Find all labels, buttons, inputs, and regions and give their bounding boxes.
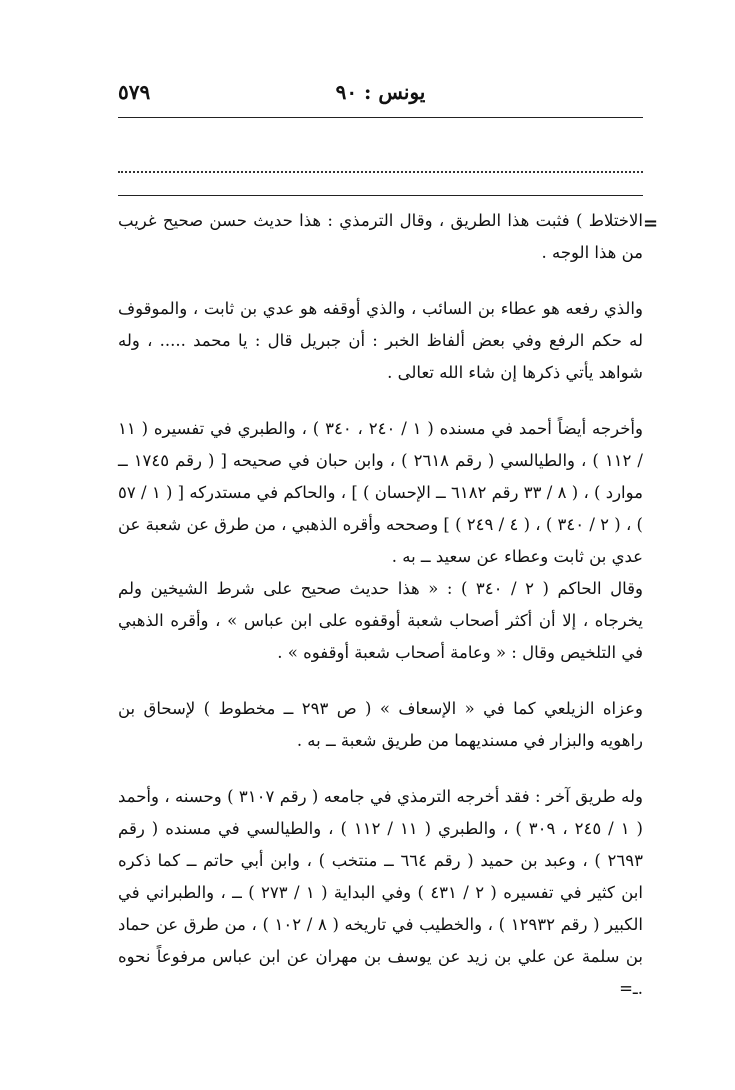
footnote-separator [118,195,643,196]
paragraph: وله طريق آخر : فقد أخرجه الترمذي في جامعه ( رقم ٣١٠٧ ) وحسنه ، وأحمد ( ١ / ٢٤٥ ، ٣٠٩ ) ، والطبري ( ١١ / ١١٢ ) ، والطيالسي في مسنده ( رقم ٢٦٩٣ ) ، وعبد بن حميد ( رقم ٦٦٤ ــ منتخب ) ، وابن أبي حاتم ــ كما ذكره ابن كثير في تفسيره ( ٢ / ٤٣١ ) وفي البداية ( ١ / ٢٧٣ ) ــ ، والطبراني في الكبير ( رقم ١٢٩٣٢ ) ، والخطيب في تاريخه ( ٨ / ١٠٢ ) ، من طرق عن حماد بن سلمة عن علي بن زيد عن يوسف بن مهران عن ابن عباس مرفوعاً نحوه .ـ= [118,787,643,998]
paragraph: والذي رفعه هو عطاء بن السائب ، والذي أوقفه هو عدي بن ثابت ، والموقوف له حكم الرفع وفي بعض ألفاظ الخبر : أن جبريل قال : يا محمد ..... ، وله شواهد يأتي ذكرها إن شاء الله تعالى . [118,299,643,382]
paragraph: وأخرجه أيضاً أحمد في مسنده ( ١ / ٢٤٠ ، ٣٤٠ ) ، والطبري في تفسيره ( ١١ / ١١٢ ) ، والطيالسي ( رقم ٢٦١٨ ) ، وابن حبان في صحيحه [ ( رقم ١٧٤٥ ــ موارد ) ، ( ٨ / ٣٣ رقم ٦١٨٢ ــ الإحسان ) ] ، والحاكم في مستدركه [ ( ١ / ٥٧ ) ، ( ٢ / ٣٤٠ ) ، ( ٤ / ٢٤٩ ) ] وصححه وأقره الذهبي ، من طرق عن شعبة عن عدي بن ثابت وعطاء عن سعيد ــ به . [118,419,643,566]
paragraph: وعزاه الزيلعي كما في « الإسعاف » ( ص ٢٩٣ ــ مخطوط ) لإسحاق بن راهويه والبزار في مسنديهما من طريق شعبة ــ به . [118,699,643,750]
continuation-mark: = [643,213,659,234]
paragraph: الاختلاط ) فثبت هذا الطريق ، وقال الترمذي : هذا حديث حسن صحيح غريب من هذا الوجه . [118,211,643,262]
paragraph: وقال الحاكم ( ٢ / ٣٤٠ ) : « هذا حديث صحيح على شرط الشيخين ولم يخرجاه ، إلا أن أكثر أصحاب شعبة أوقفوه على ابن عباس » ، وأقره الذهبي في التلخيص وقال : « وعامة أصحاب شعبة أوقفوه » . [118,579,643,662]
header-title: يونس : ٩٠ [335,80,426,104]
verse-placeholder-dots [118,171,643,173]
running-header [118,80,643,108]
page-number: ٥٧٩ [118,80,151,104]
footnote-body [118,205,643,1005]
header-rule [118,117,643,118]
